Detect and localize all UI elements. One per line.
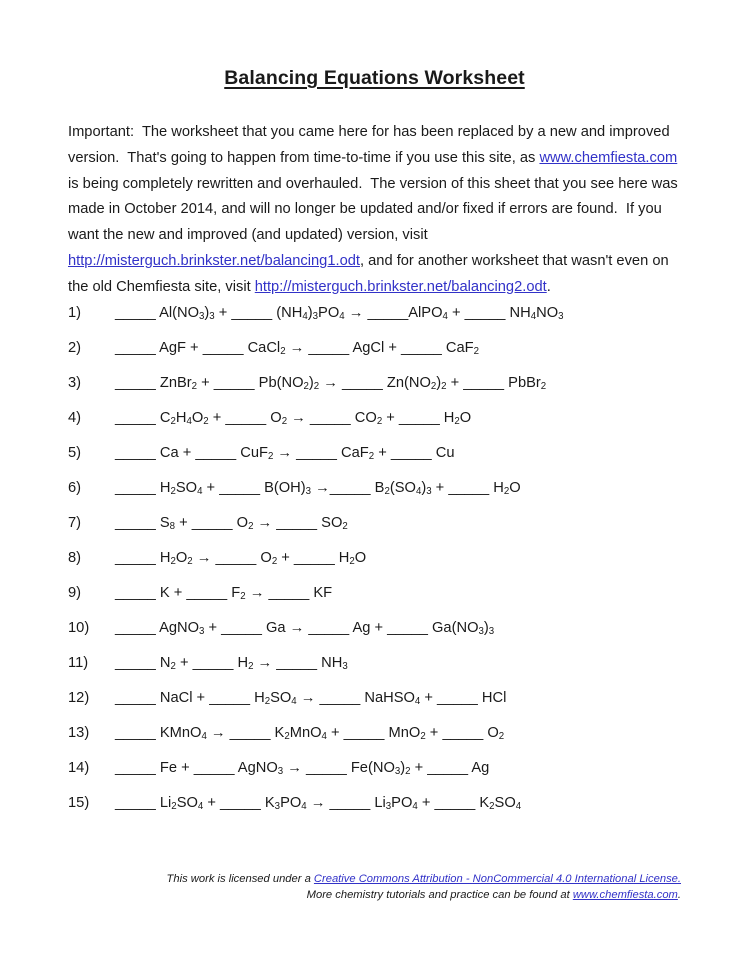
equation-text: _____ AgNO$_3$ + _____ Ga → _____ Ag + _____ $Ga(NO_3)_3$ — [115, 619, 495, 638]
problem-row — [68, 340, 749, 375]
intro-paragraph — [68, 120, 685, 301]
problem-list — [68, 305, 749, 830]
intro-text-4: . — [546, 278, 551, 295]
equation-text: _____ AgF + _____ CaCl$_2$ → _____ AgCl + _____ CaF$_2$ — [115, 339, 479, 358]
problem-row — [68, 410, 749, 445]
problem-row — [68, 795, 749, 830]
equation-text: _____ $Al(NO_3)_3$ + _____ $(NH_4)_3PO_4$ → _____AlPO$_4$ + _____ $NH_4NO_3$ — [115, 304, 564, 323]
problem-row — [68, 515, 749, 550]
equation-text: _____ $N_2$ + _____ $H_2$ → _____ $NH_3$ — [115, 654, 348, 673]
equation-text: _____ KMnO$_4$ → _____ $K_2MnO_4$ + _____ MnO$_2$ + _____ $O_2$ — [115, 724, 505, 743]
intro-text-1: Important: The worksheet that you came here for has been replaced by a new and improved version. That's going to happen from time-to-time if you use this site, as — [68, 124, 674, 166]
equation-text: _____ ZnBr$_2$ + _____ $Pb(NO_2)_2$ → _____ $Zn(NO_2)_2$ + _____ PbBr$_2$ — [115, 374, 547, 393]
license-text-3: . — [677, 888, 681, 901]
problem-number: 11) — [68, 654, 89, 671]
problem-row — [68, 305, 749, 340]
problem-row — [68, 620, 749, 655]
license-text-1: This work is licensed under a — [166, 873, 314, 885]
problem-number: 7) — [68, 514, 82, 531]
problem-row — [68, 375, 749, 410]
problem-number: 9) — [68, 584, 82, 601]
problem-row — [68, 760, 749, 795]
license-line-2 — [41, 888, 681, 904]
equation-text: _____ $Li_2SO_4$ + _____ $K_3PO_4$ → _____ $Li_3PO_4$ + _____ $K_2SO_4$ — [115, 794, 522, 813]
problem-number: 10) — [68, 619, 90, 636]
problem-row — [68, 690, 749, 725]
problem-number: 14) — [68, 759, 90, 776]
balancing1-link[interactable]: http://misterguch.brinkster.net/balancing1.odt — [68, 252, 360, 269]
problem-number: 13) — [68, 724, 90, 741]
problem-number: 2) — [68, 339, 82, 356]
problem-number: 5) — [68, 444, 82, 461]
problem-row — [68, 655, 749, 690]
equation-text: _____ $H_2SO_4$ + _____ $B(OH)_3$ →_____ $B_2(SO_4)_3$ + _____ $H_2O$ — [115, 479, 521, 498]
license-text-2: More chemistry tutorials and practice can be found at — [306, 888, 573, 901]
problem-number: 4) — [68, 409, 82, 426]
cc-license-link[interactable]: Creative Commons Attribution - NonCommercial 4.0 International License. — [313, 873, 681, 885]
problem-row — [68, 725, 749, 760]
problem-row — [68, 445, 749, 480]
equation-text: _____ $S_8$ + _____ $O_2$ → _____ $SO_2$ — [115, 514, 348, 533]
equation-text: _____ $H_2O_2$ → _____ $O_2$ + _____ $H_2O$ — [115, 549, 367, 568]
license-line-1 — [41, 872, 681, 888]
equation-text: _____ K + _____ $F_2$ → _____ KF — [115, 584, 333, 603]
license-footer — [41, 872, 681, 903]
equation-text: _____ Ca + _____ CuF$_2$ → _____ CaF$_2$ + _____ Cu — [115, 444, 455, 463]
intro-text-2: is being completely rewritten and overhauled. The version of this sheet that you see here was made in October 2014, and will no longer be updated and/or fixed if errors are found. If you want the new and improved (and updated) version, visit — [68, 149, 682, 244]
problem-number: 6) — [68, 479, 82, 496]
problem-row — [68, 550, 749, 585]
page-title — [0, 0, 749, 90]
problem-row — [68, 480, 749, 515]
equation-text: _____ Fe + _____ AgNO$_3$ → _____ $Fe(NO_3)_2$ + _____ Ag — [115, 759, 490, 778]
intro-text-3: , and for another worksheet that wasn't even on the old Chemfiesta site, visit — [68, 252, 673, 295]
balancing2-link[interactable]: http://misterguch.brinkster.net/balancing2.odt — [254, 278, 547, 295]
equation-text: _____ $C_2H_4O_2$ + _____ $O_2$ → _____ $CO_2$ + _____ $H_2O$ — [115, 409, 472, 428]
page-title-text: Balancing Equations Worksheet — [224, 67, 525, 89]
problem-number: 15) — [68, 794, 90, 811]
problem-row — [68, 585, 749, 620]
problem-number: 12) — [68, 689, 90, 706]
equation-text: _____ NaCl + _____ $H_2SO_4$ → _____ NaHSO$_4$ + _____ HCl — [115, 689, 507, 708]
problem-number: 8) — [68, 549, 82, 566]
problem-number: 1) — [68, 304, 82, 321]
chemfiesta-link[interactable]: www.chemfiesta.com — [539, 149, 678, 166]
problem-number: 3) — [68, 374, 82, 391]
chemfiesta-footer-link[interactable]: www.chemfiesta.com — [572, 888, 678, 901]
